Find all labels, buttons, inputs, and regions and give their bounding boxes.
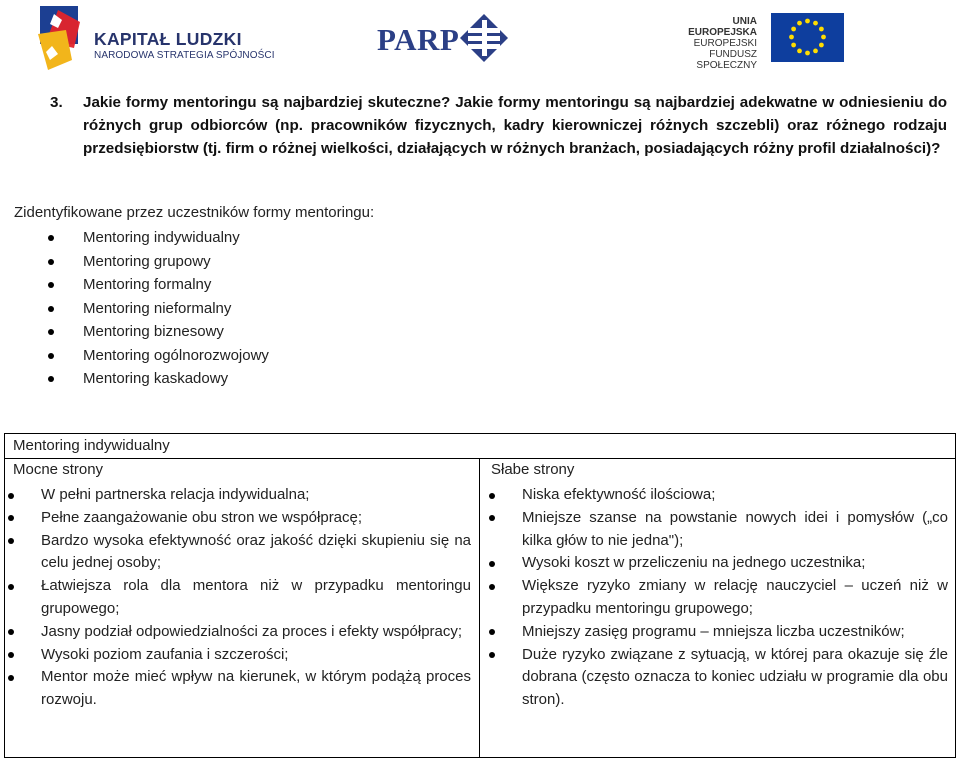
mentoring-forms-list [40,226,269,391]
kapital-ludzki-subtitle: NARODOWA STRATEGIA SPÓJNOŚCI [94,50,275,61]
weakness-item: Niska efektywność ilościowa; [522,484,948,507]
mentoring-form-item: Mentoring ogólnorozwojowy [40,344,269,368]
strength-item: Pełne zaangażowanie obu stron we współpracę; [41,507,471,530]
table-divider-horizontal [5,458,955,459]
parp-wordmark: PARP [377,22,460,57]
weakness-item: Wysoki koszt w przeliczeniu na jednego uczestnika; [522,552,948,575]
kapital-ludzki-title: KAPITAŁ LUDZKI [94,29,242,49]
parp-emblem-icon [458,12,510,64]
eu-stars-icon [771,13,844,62]
mentoring-form-item: Mentoring formalny [40,273,269,297]
table-title: Mentoring indywidualny [13,437,170,454]
weakness-item: Mniejsze szanse na powstanie nowych idei i pomysłów („co kilka głów to nie jedna"); [522,507,948,553]
weaknesses-header: Słabe strony [491,461,575,478]
eu-logo [662,12,842,71]
question-text: Jakie formy mentoringu są najbardziej skuteczne? Jakie formy mentoringu są najbardziej adekwatne w odniesieniu do różnych grup odbiorców (np. pracowników fizycznych, kadry kierowniczej różnych szczebli) oraz różnego rodzaju przedsiębiorstw (tj. firm o różnej wielkości, działających w różnych branżach, posiadających różny profil działalności)? [83,94,947,157]
question-number: 3. [50,94,63,111]
eu-caption [662,16,757,71]
mentoring-form-item: Mentoring kaskadowy [40,367,269,391]
strengths-weaknesses-table [4,433,956,758]
strengths-header: Mocne strony [13,461,104,478]
strengths-list [41,484,471,712]
weakness-item: Duże ryzyko związane z sytuacją, w której para okazuje się źle dobrana (często oznacza to koniec udziału w programie dla obu stron). [522,644,948,712]
weaknesses-list [522,484,948,712]
eu-line-3: FUNDUSZ SPOŁECZNY [696,49,757,71]
strength-item: W pełni partnerska relacja indywidualna; [41,484,471,507]
strength-item: Jasny podział odpowiedzialności za proces i efekty współpracy; [41,621,471,644]
eu-line-2: EUROPEJSKI [693,38,757,49]
eu-line-1: UNIA EUROPEJSKA [688,16,757,38]
strength-item: Bardzo wysoka efektywność oraz jakość dzięki skupieniu się na celu jednej osoby; [41,530,471,576]
mentoring-form-item: Mentoring biznesowy [40,320,269,344]
mentoring-form-item: Mentoring grupowy [40,250,269,274]
forms-intro: Zidentyfikowane przez uczestników formy mentoringu: [14,204,375,221]
table-divider-vertical [479,458,480,758]
eu-flag-icon [771,13,844,62]
kapital-ludzki-logo [36,4,275,72]
mentoring-form-item: Mentoring indywidualny [40,226,269,250]
strength-item: Wysoki poziom zaufania i szczerości; [41,644,471,667]
mentoring-form-item: Mentoring nieformalny [40,297,269,321]
weakness-item: Większe ryzyko zmiany w relację nauczyciel – uczeń niż w przypadku mentoringu grupowego; [522,575,948,621]
kapital-ludzki-emblem-icon [36,4,90,72]
parp-logo [375,12,535,64]
strength-item: Łatwiejsza rola dla mentora niż w przypadku mentoringu grupowego; [41,575,471,621]
strength-item: Mentor może mieć wpływ na kierunek, w którym podążą proces rozwoju. [41,666,471,712]
weakness-item: Mniejszy zasięg programu – mniejsza liczba uczestników; [522,621,948,644]
logo-bar [0,0,960,80]
